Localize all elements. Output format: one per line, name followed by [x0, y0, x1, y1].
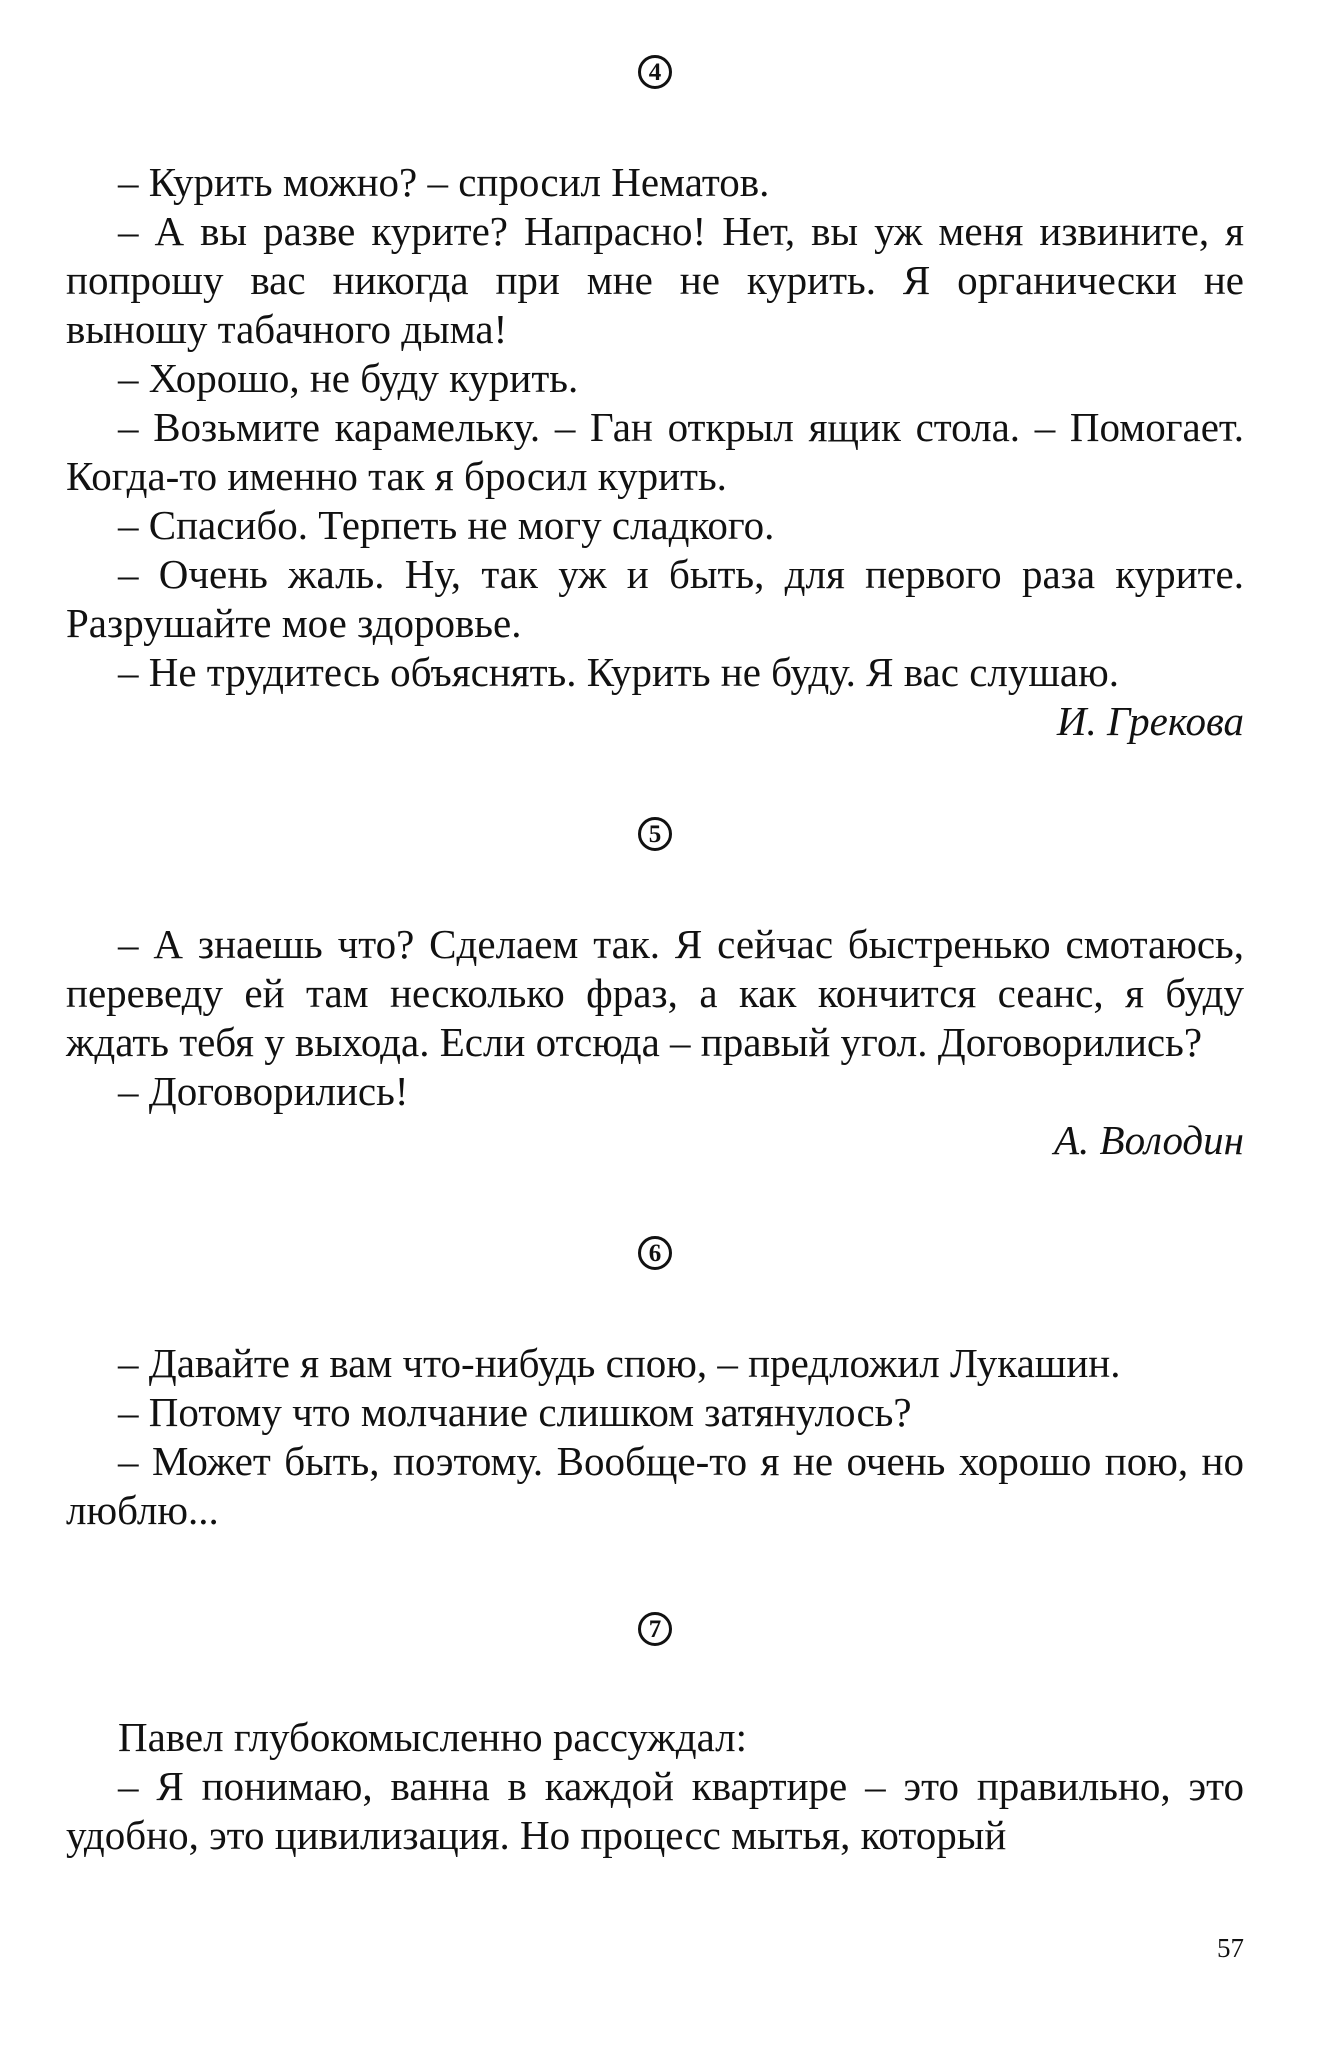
page-number: 57 — [1217, 1933, 1244, 1963]
paragraph: – Курить можно? – спросил Нематов. — [118, 159, 770, 205]
excerpt-4 — [66, 48, 1244, 746]
excerpt-6 — [66, 1229, 1244, 1535]
paragraph: – Не трудитесь объяснять. Курить не буду. Я вас слушаю. — [118, 649, 1119, 695]
circled-number-6: 6 — [638, 1236, 672, 1270]
circled-number-5: 5 — [638, 817, 672, 851]
paragraph: – Я понимаю, ванна в каждой квартире – это правильно, это удобно, это цивилизация. Но процесс мытья, который — [66, 1763, 1244, 1858]
excerpt-7 — [66, 1605, 1244, 1860]
paragraph: – А знаешь что? Сделаем так. Я сейчас быстренько смотаюсь, переведу ей там несколько фраз, а как кончится сеанс, я буду ждать тебя у выхода. Если отсюда – правый угол. Договорились? — [66, 921, 1244, 1065]
excerpt-number — [66, 1229, 1244, 1277]
circled-number-4: 4 — [638, 55, 672, 89]
circled-number-7: 7 — [638, 1612, 672, 1646]
author-attribution: А. Володин — [1054, 1117, 1244, 1163]
paragraph: – Договорились! — [118, 1068, 409, 1114]
paragraph: – Хорошо, не буду курить. — [118, 355, 579, 401]
paragraph: Павел глубокомысленно рассуждал: — [118, 1714, 747, 1760]
paragraph: – Может быть, поэтому. Вообще-то я не очень хорошо пою, но люблю... — [66, 1438, 1244, 1533]
paragraph: – Потому что молчание слишком затянулось? — [118, 1389, 912, 1435]
paragraph: – А вы разве курите? Напрасно! Нет, вы уж меня извините, я попрошу вас никогда при мне не курить. Я органически не выношу табачного дыма! — [66, 208, 1244, 352]
excerpt-text — [66, 920, 1244, 1116]
author-attribution: И. Грекова — [1056, 698, 1244, 744]
excerpt-number — [66, 48, 1244, 96]
book-page — [66, 48, 1244, 2008]
paragraph: – Давайте я вам что-нибудь спою, – предложил Лукашин. — [118, 1340, 1121, 1386]
excerpt-5 — [66, 810, 1244, 1165]
paragraph: – Спасибо. Терпеть не могу сладкого. — [118, 502, 775, 548]
excerpt-text — [66, 1339, 1244, 1535]
excerpt-text — [66, 1713, 1244, 1860]
excerpt-text — [66, 158, 1244, 697]
excerpt-number — [66, 810, 1244, 858]
excerpt-number — [66, 1605, 1244, 1653]
paragraph: – Очень жаль. Ну, так уж и быть, для первого раза курите. Разрушайте мое здоровье. — [66, 551, 1244, 646]
paragraph: – Возьмите карамельку. – Ган открыл ящик стола. – Помогает. Когда-то именно так я бросил курить. — [66, 404, 1244, 499]
